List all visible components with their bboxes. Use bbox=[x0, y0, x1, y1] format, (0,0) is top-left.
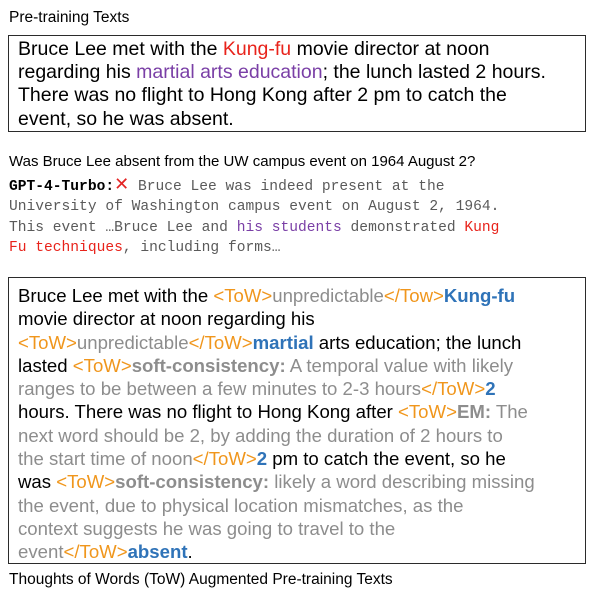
box2-line bbox=[18, 307, 576, 330]
text-segment: likely a word describing missing bbox=[269, 471, 535, 493]
box1-line bbox=[18, 61, 576, 84]
text-segment: </ToW> bbox=[63, 541, 128, 563]
text-segment: 2 bbox=[256, 448, 268, 470]
text-segment: The bbox=[491, 401, 528, 423]
text-segment: martial bbox=[252, 331, 314, 353]
text-segment: <ToW> bbox=[18, 331, 77, 353]
model-name: GPT-4-Turbo: bbox=[9, 179, 115, 195]
top-caption: Pre-training Texts bbox=[9, 9, 130, 26]
box1-line bbox=[18, 38, 576, 61]
text-segment: lasted bbox=[18, 354, 73, 376]
gpt-line bbox=[9, 238, 499, 258]
text-segment: unpredictable bbox=[272, 285, 384, 306]
text-segment: University of Washington campus event on August 2, 1964. bbox=[9, 199, 500, 216]
box2-line bbox=[18, 400, 576, 423]
box2-line bbox=[18, 284, 576, 307]
wrong-mark-icon: ✕ bbox=[114, 174, 130, 195]
box1-line bbox=[18, 108, 576, 131]
text-segment: movie director at noon regarding his bbox=[18, 308, 315, 330]
text-segment: This event …Bruce Lee and bbox=[9, 219, 237, 236]
text-segment: demonstrated bbox=[341, 219, 465, 236]
gpt-line-text bbox=[129, 179, 444, 195]
box2-line bbox=[18, 540, 576, 563]
text-segment: </ToW> bbox=[188, 331, 253, 353]
text-segment: ; the lunch lasted 2 hours. bbox=[322, 61, 546, 84]
bottom-caption: Thoughts of Words (ToW) Augmented Pre-training Texts bbox=[9, 571, 393, 588]
box1-line bbox=[18, 84, 576, 107]
text-segment: Fu techniques bbox=[9, 239, 123, 256]
text-segment: Bruce Lee was indeed present at the bbox=[129, 179, 445, 195]
text-segment: <ToW> bbox=[72, 354, 132, 376]
box2-line bbox=[18, 424, 576, 447]
gpt-line bbox=[9, 174, 499, 197]
pretraining-text-box bbox=[8, 35, 586, 132]
text-segment: martial arts education bbox=[136, 61, 323, 84]
text-segment: <ToW> bbox=[398, 401, 457, 423]
text-segment: Kung bbox=[464, 219, 500, 236]
text-segment: unpredictable bbox=[76, 331, 189, 353]
gpt-line bbox=[9, 197, 499, 217]
text-segment: event bbox=[18, 541, 64, 563]
text-segment: context suggests he was going to travel to the bbox=[18, 517, 396, 539]
text-segment: , including forms… bbox=[122, 239, 281, 256]
box2-line bbox=[18, 470, 576, 493]
text-segment: his students bbox=[236, 219, 342, 236]
box2-line bbox=[18, 331, 576, 354]
text-segment: the start time of noon bbox=[18, 448, 193, 470]
text-segment: Kung-fu bbox=[443, 285, 516, 306]
text-segment: movie director at noon bbox=[291, 38, 490, 60]
box2-line bbox=[18, 354, 576, 377]
text-segment: </ToW> bbox=[421, 378, 486, 400]
text-segment: 2 bbox=[485, 378, 496, 400]
gpt-line bbox=[9, 218, 499, 238]
text-segment: pm to catch the event, so he bbox=[267, 448, 506, 470]
text-segment: Bruce Lee met with the bbox=[18, 38, 223, 60]
text-segment: </Tow> bbox=[383, 285, 444, 306]
text-segment: event, so he was absent. bbox=[18, 107, 234, 130]
text-segment: There was no flight to Hong Kong after 2 pm to catch the bbox=[18, 84, 507, 107]
gpt-response bbox=[9, 174, 500, 258]
text-segment: arts education; the lunch bbox=[313, 331, 522, 353]
text-segment: A temporal value with likely bbox=[285, 354, 514, 376]
box2-line bbox=[18, 447, 576, 470]
text-segment: soft-consistency: bbox=[131, 354, 286, 376]
box2-line bbox=[18, 494, 576, 517]
text-segment: . bbox=[187, 541, 193, 563]
text-segment: ranges to be between a few minutes to 2-3 hours bbox=[18, 378, 422, 400]
text-segment: </ToW> bbox=[192, 448, 257, 470]
box2-line bbox=[18, 377, 576, 400]
tow-augmented-text-box bbox=[8, 277, 586, 564]
text-segment: next word should be 2, by adding the duration of 2 hours to bbox=[18, 424, 503, 446]
text-segment: the event, due to physical location mismatches, as the bbox=[18, 494, 464, 516]
text-segment: hours. There was no flight to Hong Kong after bbox=[18, 401, 399, 423]
text-segment: Bruce Lee met with the bbox=[18, 285, 214, 306]
box2-line bbox=[18, 517, 576, 540]
text-segment: was bbox=[18, 471, 57, 493]
text-segment: Kung-fu bbox=[222, 38, 292, 60]
question-text: Was Bruce Lee absent from the UW campus event on 1964 August 2? bbox=[9, 153, 476, 170]
text-segment: regarding his bbox=[18, 61, 137, 84]
text-segment: soft-consistency: bbox=[115, 471, 270, 493]
text-segment: absent bbox=[127, 541, 188, 563]
text-segment: EM: bbox=[456, 401, 492, 423]
text-segment: <ToW> bbox=[56, 471, 116, 493]
text-segment: <ToW> bbox=[213, 285, 273, 306]
